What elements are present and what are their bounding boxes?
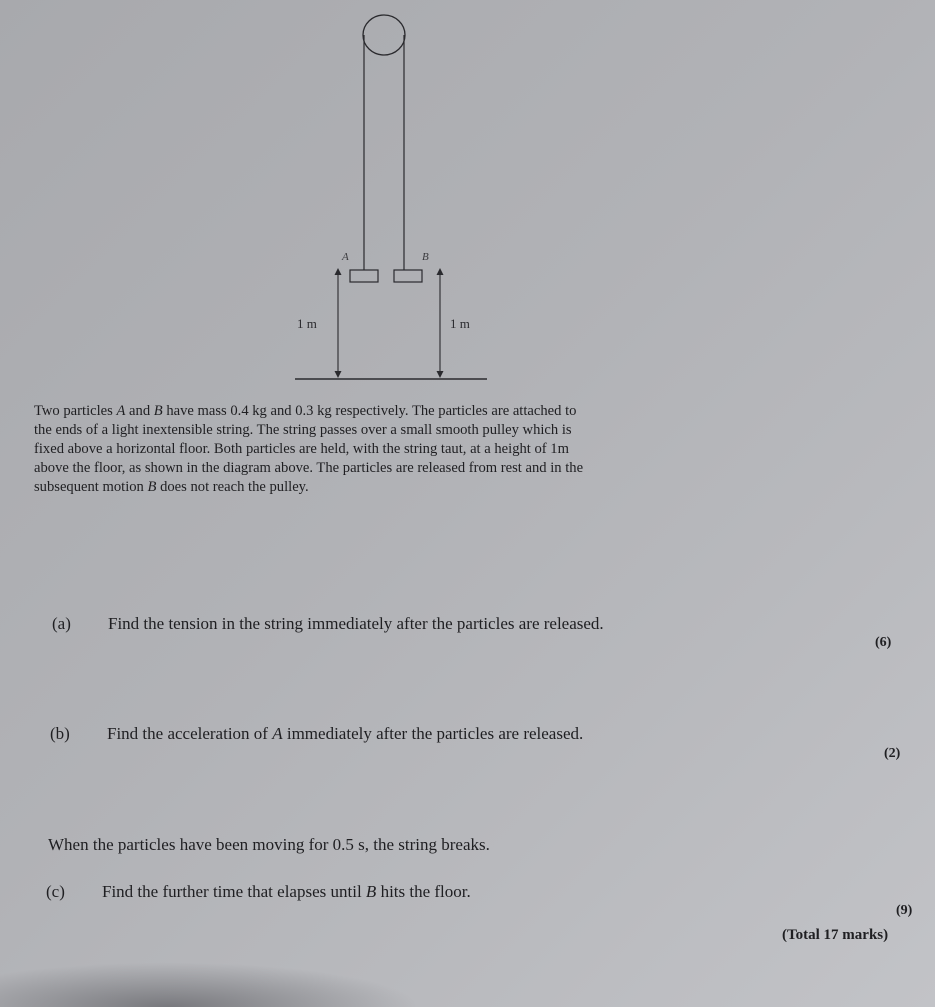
pulley-diagram — [280, 8, 500, 388]
arrowhead-down-left — [335, 371, 342, 378]
problem-statement: Two particles A and B have mass 0.4 kg and 0.3 kg respectively. The particles are attached to the ends of a light inextensible string. The string passes over a small smooth pulley which is fixed above a horizontal floor. Both particles are held, with the string taut, at a height of 1m above the floor, as shown in the diagram above. The particles are released from rest and in the subsequent motion B does not reach the pulley. — [34, 403, 584, 495]
question-b-text: Find the acceleration of A immediately after the particles are released. — [107, 724, 584, 743]
particle-a — [350, 270, 378, 282]
arrowhead-up-right — [437, 268, 444, 275]
question-c-text: Find the further time that elapses until B hits the floor. — [102, 882, 471, 901]
question-b-label: (b) — [50, 724, 70, 743]
question-a — [52, 614, 604, 634]
question-c-label: (c) — [46, 882, 65, 901]
marks-c: (9) — [896, 903, 913, 918]
arrowhead-up-left — [335, 268, 342, 275]
marks-a: (6) — [875, 635, 892, 650]
height-label-right: 1 m — [450, 316, 470, 331]
arrowhead-down-right — [437, 371, 444, 378]
marks-b: (2) — [884, 746, 901, 761]
height-label-left: 1 m — [297, 316, 317, 331]
total-marks: (Total 17 marks) — [782, 927, 889, 943]
pulley-wheel — [363, 15, 405, 55]
particle-b — [394, 270, 422, 282]
question-b — [50, 724, 584, 744]
string-break-statement: When the particles have been moving for 0.5 s, the string breaks. — [48, 835, 490, 854]
label-a: A — [342, 251, 349, 263]
question-c — [46, 882, 471, 902]
question-a-text: Find the tension in the string immediately after the particles are released. — [108, 614, 604, 633]
label-b: B — [422, 251, 429, 263]
question-a-label: (a) — [52, 614, 71, 633]
photo-shadow — [0, 962, 420, 1007]
